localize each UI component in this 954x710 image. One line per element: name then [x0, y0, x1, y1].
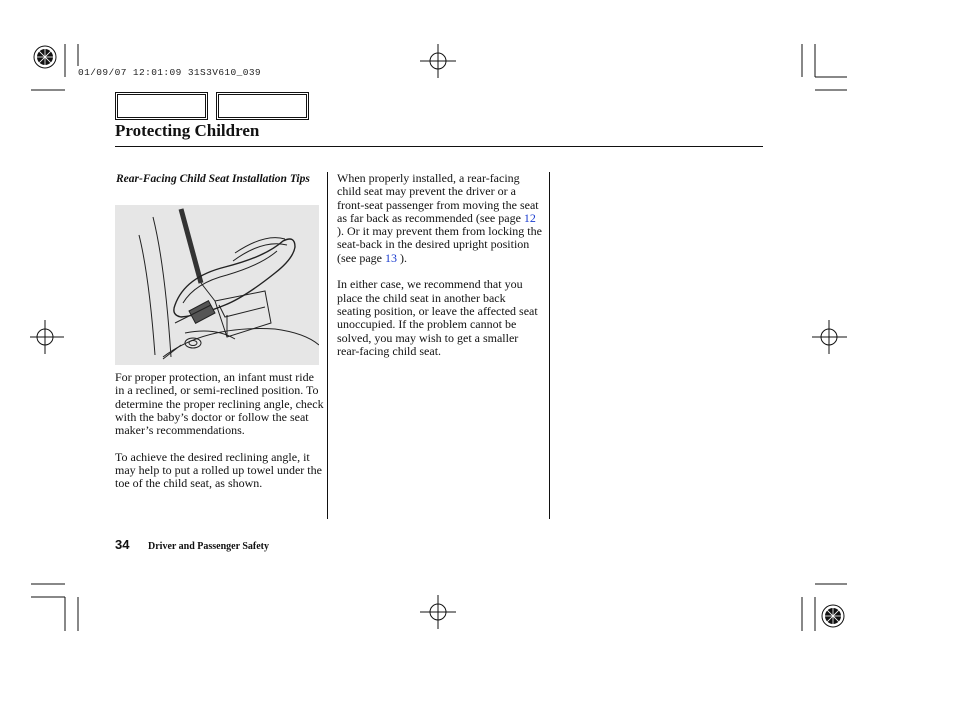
print-stamp: 01/09/07 12:01:09 31S3V610_039	[78, 67, 262, 78]
child-seat-drawing	[115, 205, 319, 365]
right-column	[337, 172, 542, 371]
page-link-12[interactable]: 12	[523, 210, 536, 225]
p1-text-middle: ). Or it may prevent them from locking the seat-back in the desired upright position (see page	[337, 224, 542, 265]
column-divider-2	[549, 172, 550, 519]
header-tab-box-2	[216, 92, 309, 120]
registration-sunburst-top-left	[34, 46, 56, 68]
subheading: Rear-Facing Child Seat Installation Tips	[116, 173, 310, 185]
child-seat-illustration	[115, 205, 319, 365]
column-divider-1	[327, 172, 328, 519]
paragraph-recommendation: In either case, we recommend that you place the child seat in another back seating position, or leave the affected seat unoccupied. If the problem cannot be solved, you may wish to get a smaller rear-facing child seat.	[337, 277, 538, 358]
header-tab-box-1	[115, 92, 208, 120]
paragraph-reclining-angle: For proper protection, an infant must ride in a reclined, or semi-reclined position. To determine the proper reclining angle, check with the baby’s doctor or follow the seat maker’s recommendations.	[115, 370, 324, 438]
page-title: Protecting Children	[115, 121, 260, 140]
page-number: 34	[115, 537, 130, 552]
paragraph-proper-install	[337, 172, 542, 265]
registration-sunburst-bottom-right	[822, 605, 844, 627]
page-link-13[interactable]: 13	[384, 250, 397, 265]
left-column	[115, 371, 325, 504]
p1-text-after: ).	[396, 250, 407, 265]
title-rule	[115, 146, 763, 147]
p1-text-before: When properly installed, a rear-facing child seat may prevent the driver or a front-seat passenger from moving the seat as far back as recommended (see page	[337, 171, 539, 225]
section-title: Driver and Passenger Safety	[148, 541, 270, 552]
paragraph-rolled-towel: To achieve the desired reclining angle, it may help to put a rolled up towel under the toe of the child seat, as shown.	[115, 449, 322, 491]
